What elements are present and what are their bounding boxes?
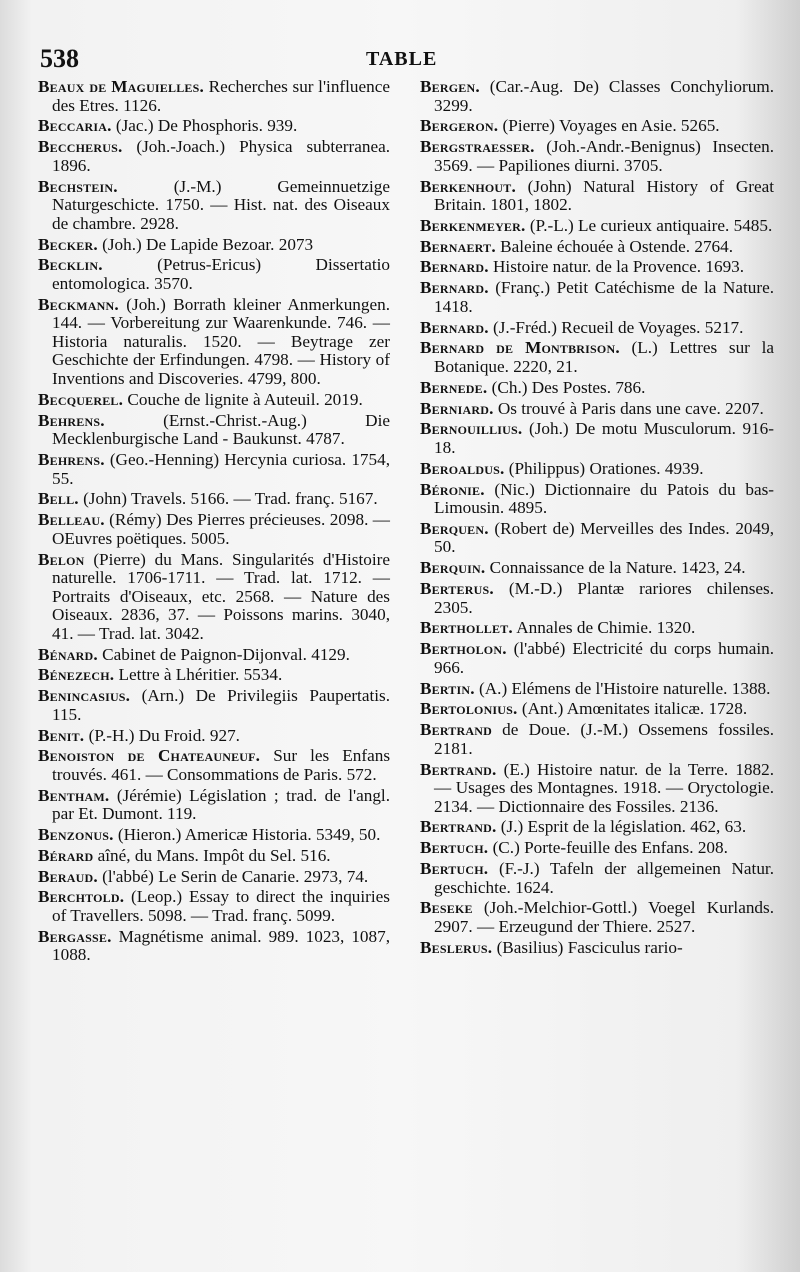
entry-text: (Pierre) du Mans. Singularités d'Histoire naturelle. 1706-1711. — Trad. lat. 1712. — Portraits d'Oiseaux, etc. 2568. — Nature des Oiseaux. 2836, 37. — Poissons marins. 3040, 41. — Trad. lat. 3042. — [52, 549, 390, 643]
index-entry — [420, 279, 774, 316]
entry-author-name: Bernard de Montbrison. — [420, 338, 620, 358]
entry-text: (Pierre) Voyages en Asie. 5265. — [498, 116, 720, 136]
index-entry — [38, 412, 390, 449]
entry-author-name: Becklin. — [38, 255, 103, 275]
entry-text: (l'abbé) Electricité du corps humain. 966. — [434, 639, 774, 677]
entry-author-name: Bertuch. — [420, 859, 489, 879]
entry-text: (L.) Lettres sur la Botanique. 2220, 21. — [434, 338, 774, 376]
index-entry — [38, 296, 390, 389]
entry-text: (Leop.) Essay to direct the inquiries of Travellers. 5098. — Trad. franç. 5099. — [52, 887, 390, 926]
index-entry — [420, 761, 774, 817]
entry-text: (Philippus) Orationes. 4939. — [504, 458, 704, 478]
index-entry — [38, 551, 390, 644]
entry-author-name: Berchtold. — [38, 887, 125, 907]
entry-text: (Ernst.-Christ.-Aug.) Die Mecklenburgische Land - Baukunst. 4787. — [52, 410, 390, 449]
entry-text: (Joh.) De Lapide Bezoar. 2073 — [97, 234, 314, 254]
entry-author-name: Béronie. — [420, 479, 485, 499]
entry-text: (Ant.) Amœnitates italicæ. 1728. — [517, 699, 748, 719]
index-entry — [420, 319, 774, 338]
index-entry — [38, 490, 390, 509]
entry-text: (Rémy) Des Pierres précieuses. 2098. — OEuvres poëtiques. 5005. — [52, 510, 390, 548]
entry-author-name: Bertin. — [420, 678, 475, 698]
index-entry — [38, 888, 390, 925]
index-entry — [420, 939, 774, 958]
entry-author-name: Berniard. — [420, 398, 494, 418]
entry-text: (M.-D.) Plantæ rariores chilenses. 2305. — [434, 579, 774, 617]
entry-author-name: Berquin. — [420, 558, 486, 578]
index-entry — [38, 178, 390, 234]
entry-text: Annales de Chimie. 1320. — [512, 618, 696, 638]
entry-text: Recherches sur l'influence des Etres. 1126. — [52, 77, 390, 115]
entry-author-name: Becker. — [38, 234, 98, 254]
entry-text: de Doue. (J.-M.) Ossemens fossiles. 2181. — [434, 720, 774, 758]
entry-text: (Joh.-Melchior-Gottl.) Voegel Kurlands. 2907. — Erzeugund der Thiere. 2527. — [434, 898, 774, 936]
entry-text: (Ch.) Des Postes. 786. — [487, 377, 646, 397]
index-entry — [420, 339, 774, 376]
entry-author-name: Behrens. — [38, 449, 105, 469]
entry-author-name: Bénezech. — [38, 665, 115, 685]
entry-author-name: Bergasse. — [38, 926, 112, 946]
index-entry — [38, 826, 390, 845]
entry-author-name: Bernouillius. — [420, 419, 523, 439]
page-number: 538 — [40, 44, 79, 73]
entry-author-name: Benincasius. — [38, 686, 131, 706]
entry-text: (Geo.-Henning) Hercynia curiosa. 1754, 55. — [52, 449, 390, 488]
entry-author-name: Benzonus. — [38, 825, 114, 845]
entry-text: (J.) Esprit de la législation. 462, 63. — [496, 817, 747, 837]
entry-author-name: Bertuch. — [420, 838, 489, 858]
index-entry — [38, 787, 390, 824]
entry-text: Couche de lignite à Auteuil. 2019. — [123, 389, 363, 409]
index-entry — [38, 646, 390, 665]
entry-text: Lettre à Lhéritier. 5534. — [114, 665, 283, 685]
index-entry — [420, 217, 774, 236]
entry-text: Magnétisme animal. 989. 1023, 1087, 1088. — [52, 926, 390, 965]
entry-author-name: Berquen. — [420, 518, 489, 538]
index-entry — [420, 640, 774, 677]
entry-author-name: Beraud. — [38, 866, 98, 886]
index-entry — [420, 559, 774, 578]
index-entry — [420, 839, 774, 858]
index-entry — [38, 687, 390, 724]
entry-text: (Joh.-Andr.-Benignus) Insecten. 3569. — Papiliones diurni. 3705. — [434, 137, 774, 175]
index-entry — [420, 117, 774, 136]
entry-author-name: Berterus. — [420, 579, 494, 599]
entry-author-name: Beckmann. — [38, 294, 119, 314]
index-entry — [38, 138, 390, 175]
index-entry — [38, 117, 390, 136]
index-entry — [420, 258, 774, 277]
entry-text: (Jérémie) Législation ; trad. de l'angl. par Et. Dumont. 119. — [52, 785, 390, 824]
index-entry — [38, 78, 390, 115]
entry-text: (Joh.) De motu Musculorum. 916-18. — [434, 419, 774, 457]
index-entry — [420, 400, 774, 419]
entry-author-name: Bénard. — [38, 644, 98, 664]
index-entry — [38, 727, 390, 746]
index-column-left — [38, 78, 390, 967]
entry-author-name: Bertrand. — [420, 817, 497, 837]
entry-text: Connaissance de la Nature. 1423, 24. — [485, 558, 746, 578]
entry-author-name: Bergeron. — [420, 116, 499, 136]
entry-author-name: Bell. — [38, 489, 79, 509]
entry-author-name: Bertholon. — [420, 639, 507, 659]
entry-author-name: Bergen. — [420, 77, 480, 96]
entry-author-name: Behrens. — [38, 410, 105, 430]
index-entry — [420, 680, 774, 699]
entry-author-name: Bérard — [38, 845, 94, 865]
index-entry — [420, 619, 774, 638]
entry-author-name: Bernard. — [420, 317, 489, 337]
index-entry — [38, 666, 390, 685]
entry-author-name: Belon — [38, 549, 85, 569]
entry-text: (P.-L.) Le curieux antiquaire. 5485. — [525, 215, 773, 235]
index-entry — [420, 420, 774, 457]
entry-author-name: Bentham. — [38, 785, 110, 805]
index-entry — [420, 178, 774, 215]
entry-author-name: Bernard. — [420, 278, 489, 298]
entry-author-name: Bertolonius. — [420, 699, 518, 719]
index-entry — [420, 899, 774, 936]
entry-author-name: Beslerus. — [420, 937, 493, 957]
entry-text: (Basilius) Fasciculus rario- — [492, 937, 683, 957]
entry-text: (Nic.) Dictionnaire du Patois du bas-Limousin. 4895. — [434, 479, 774, 518]
entry-text: Baleine échouée à Ostende. 2764. — [495, 236, 734, 256]
entry-text: (Joh.) Borrath kleiner Anmerkungen. 144. — Vorbereitung zur Waarenkunde. 746. — Historia naturalis. 1520. — Beytrage zer Geschichte der Erfindungen. 4798. — History of Inventions and Discoveries. 4799, 800. — [52, 294, 390, 389]
entry-text: (E.) Histoire natur. de la Terre. 1882. — Usages des Montagnes. 1918. — Oryctologie. 2134. — Dictionnaire des Fossiles. 2136. — [434, 759, 774, 816]
entry-text: (Petrus-Ericus) Dissertatio entomologica. 3570. — [52, 255, 390, 293]
entry-author-name: Bergstraesser. — [420, 137, 535, 157]
index-entry — [420, 379, 774, 398]
index-entry — [420, 138, 774, 175]
entry-author-name: Benit. — [38, 725, 85, 745]
index-entry — [38, 391, 390, 410]
entry-text: (P.-H.) Du Froid. 927. — [84, 725, 240, 745]
index-entry — [38, 747, 390, 784]
entry-text: Cabinet de Paignon-Dijonval. 4129. — [97, 644, 350, 664]
entry-author-name: Bertrand — [420, 720, 492, 740]
entry-author-name: Bechstein. — [38, 176, 118, 196]
entry-text: (J.-Fréd.) Recueil de Voyages. 5217. — [488, 317, 744, 337]
entry-text: Os trouvé à Paris dans une cave. 2207. — [493, 398, 764, 418]
entry-text: (A.) Elémens de l'Histoire naturelle. 1388. — [474, 678, 771, 698]
entry-author-name: Beroaldus. — [420, 458, 505, 478]
entry-author-name: Bernard. — [420, 257, 489, 277]
entry-text: (Joh.-Joach.) Physica subterranea. 1896. — [52, 137, 390, 175]
running-head: TABLE — [366, 48, 438, 70]
entry-text: (l'abbé) Le Serin de Canarie. 2973, 74. — [97, 866, 369, 886]
index-entry — [38, 511, 390, 548]
entry-text: (Arn.) De Privilegiis Paupertatis. 115. — [52, 686, 390, 724]
index-entry — [38, 451, 390, 488]
entry-text: (Hieron.) Americæ Historia. 5349, 50. — [113, 825, 381, 845]
entry-text: (Jac.) De Phosphoris. 939. — [111, 116, 298, 136]
entry-author-name: Bertrand. — [420, 759, 497, 779]
entry-text: (Robert de) Merveilles des Indes. 2049, 50. — [434, 518, 774, 557]
entry-author-name: Bernede. — [420, 377, 488, 397]
entry-text: Histoire natur. de la Provence. 1693. — [488, 257, 745, 277]
index-entry — [420, 238, 774, 257]
index-entry — [420, 520, 774, 557]
entry-text: (John) Travels. 5166. — Trad. franç. 5167. — [78, 489, 378, 509]
entry-author-name: Bernaert. — [420, 236, 496, 256]
entry-text: Sur les Enfans trouvés. 461. — Consommations de Paris. 572. — [52, 746, 391, 784]
entry-text: (F.-J.) Tafeln der allgemeinen Natur. geschichte. 1624. — [434, 859, 774, 897]
index-column-right — [420, 78, 774, 960]
index-entry — [420, 78, 774, 115]
entry-author-name: Berkenhout. — [420, 176, 516, 196]
index-entry — [420, 700, 774, 719]
index-entry — [420, 481, 774, 518]
index-entry — [420, 818, 774, 837]
index-entry — [420, 721, 774, 758]
entry-author-name: Beaux de Maguielles. — [38, 77, 204, 96]
index-entry — [420, 460, 774, 479]
index-entry — [38, 236, 390, 255]
page-header — [36, 40, 776, 76]
entry-text: (Franç.) Petit Catéchisme de la Nature. 1418. — [434, 278, 774, 316]
entry-author-name: Beccaria. — [38, 116, 112, 136]
index-entry — [38, 256, 390, 293]
entry-author-name: Becquerel. — [38, 389, 124, 409]
entry-author-name: Berthollet. — [420, 618, 513, 638]
entry-author-name: Benoiston de Chateauneuf. — [38, 746, 261, 766]
index-entry — [38, 847, 390, 866]
entry-author-name: Beseke — [420, 898, 473, 918]
entry-text: (C.) Porte-feuille des Enfans. 208. — [488, 838, 728, 858]
entry-author-name: Beccherus. — [38, 137, 123, 157]
entry-author-name: Berkenmeyer. — [420, 215, 526, 235]
index-entry — [420, 860, 774, 897]
index-entry — [38, 928, 390, 965]
entry-text: aîné, du Mans. Impôt du Sel. 516. — [93, 845, 331, 865]
index-entry — [420, 580, 774, 617]
entry-text: (Car.-Aug. De) Classes Conchyliorum. 3299. — [434, 77, 774, 115]
entry-author-name: Belleau. — [38, 510, 105, 530]
entry-text: (J.-M.) Gemeinnuetzige Naturgeschicte. 1750. — Hist. nat. des Oiseaux de chambre. 2928. — [52, 176, 390, 233]
entry-text: (John) Natural History of Great Britain. 1801, 1802. — [434, 176, 774, 215]
index-entry — [38, 868, 390, 887]
